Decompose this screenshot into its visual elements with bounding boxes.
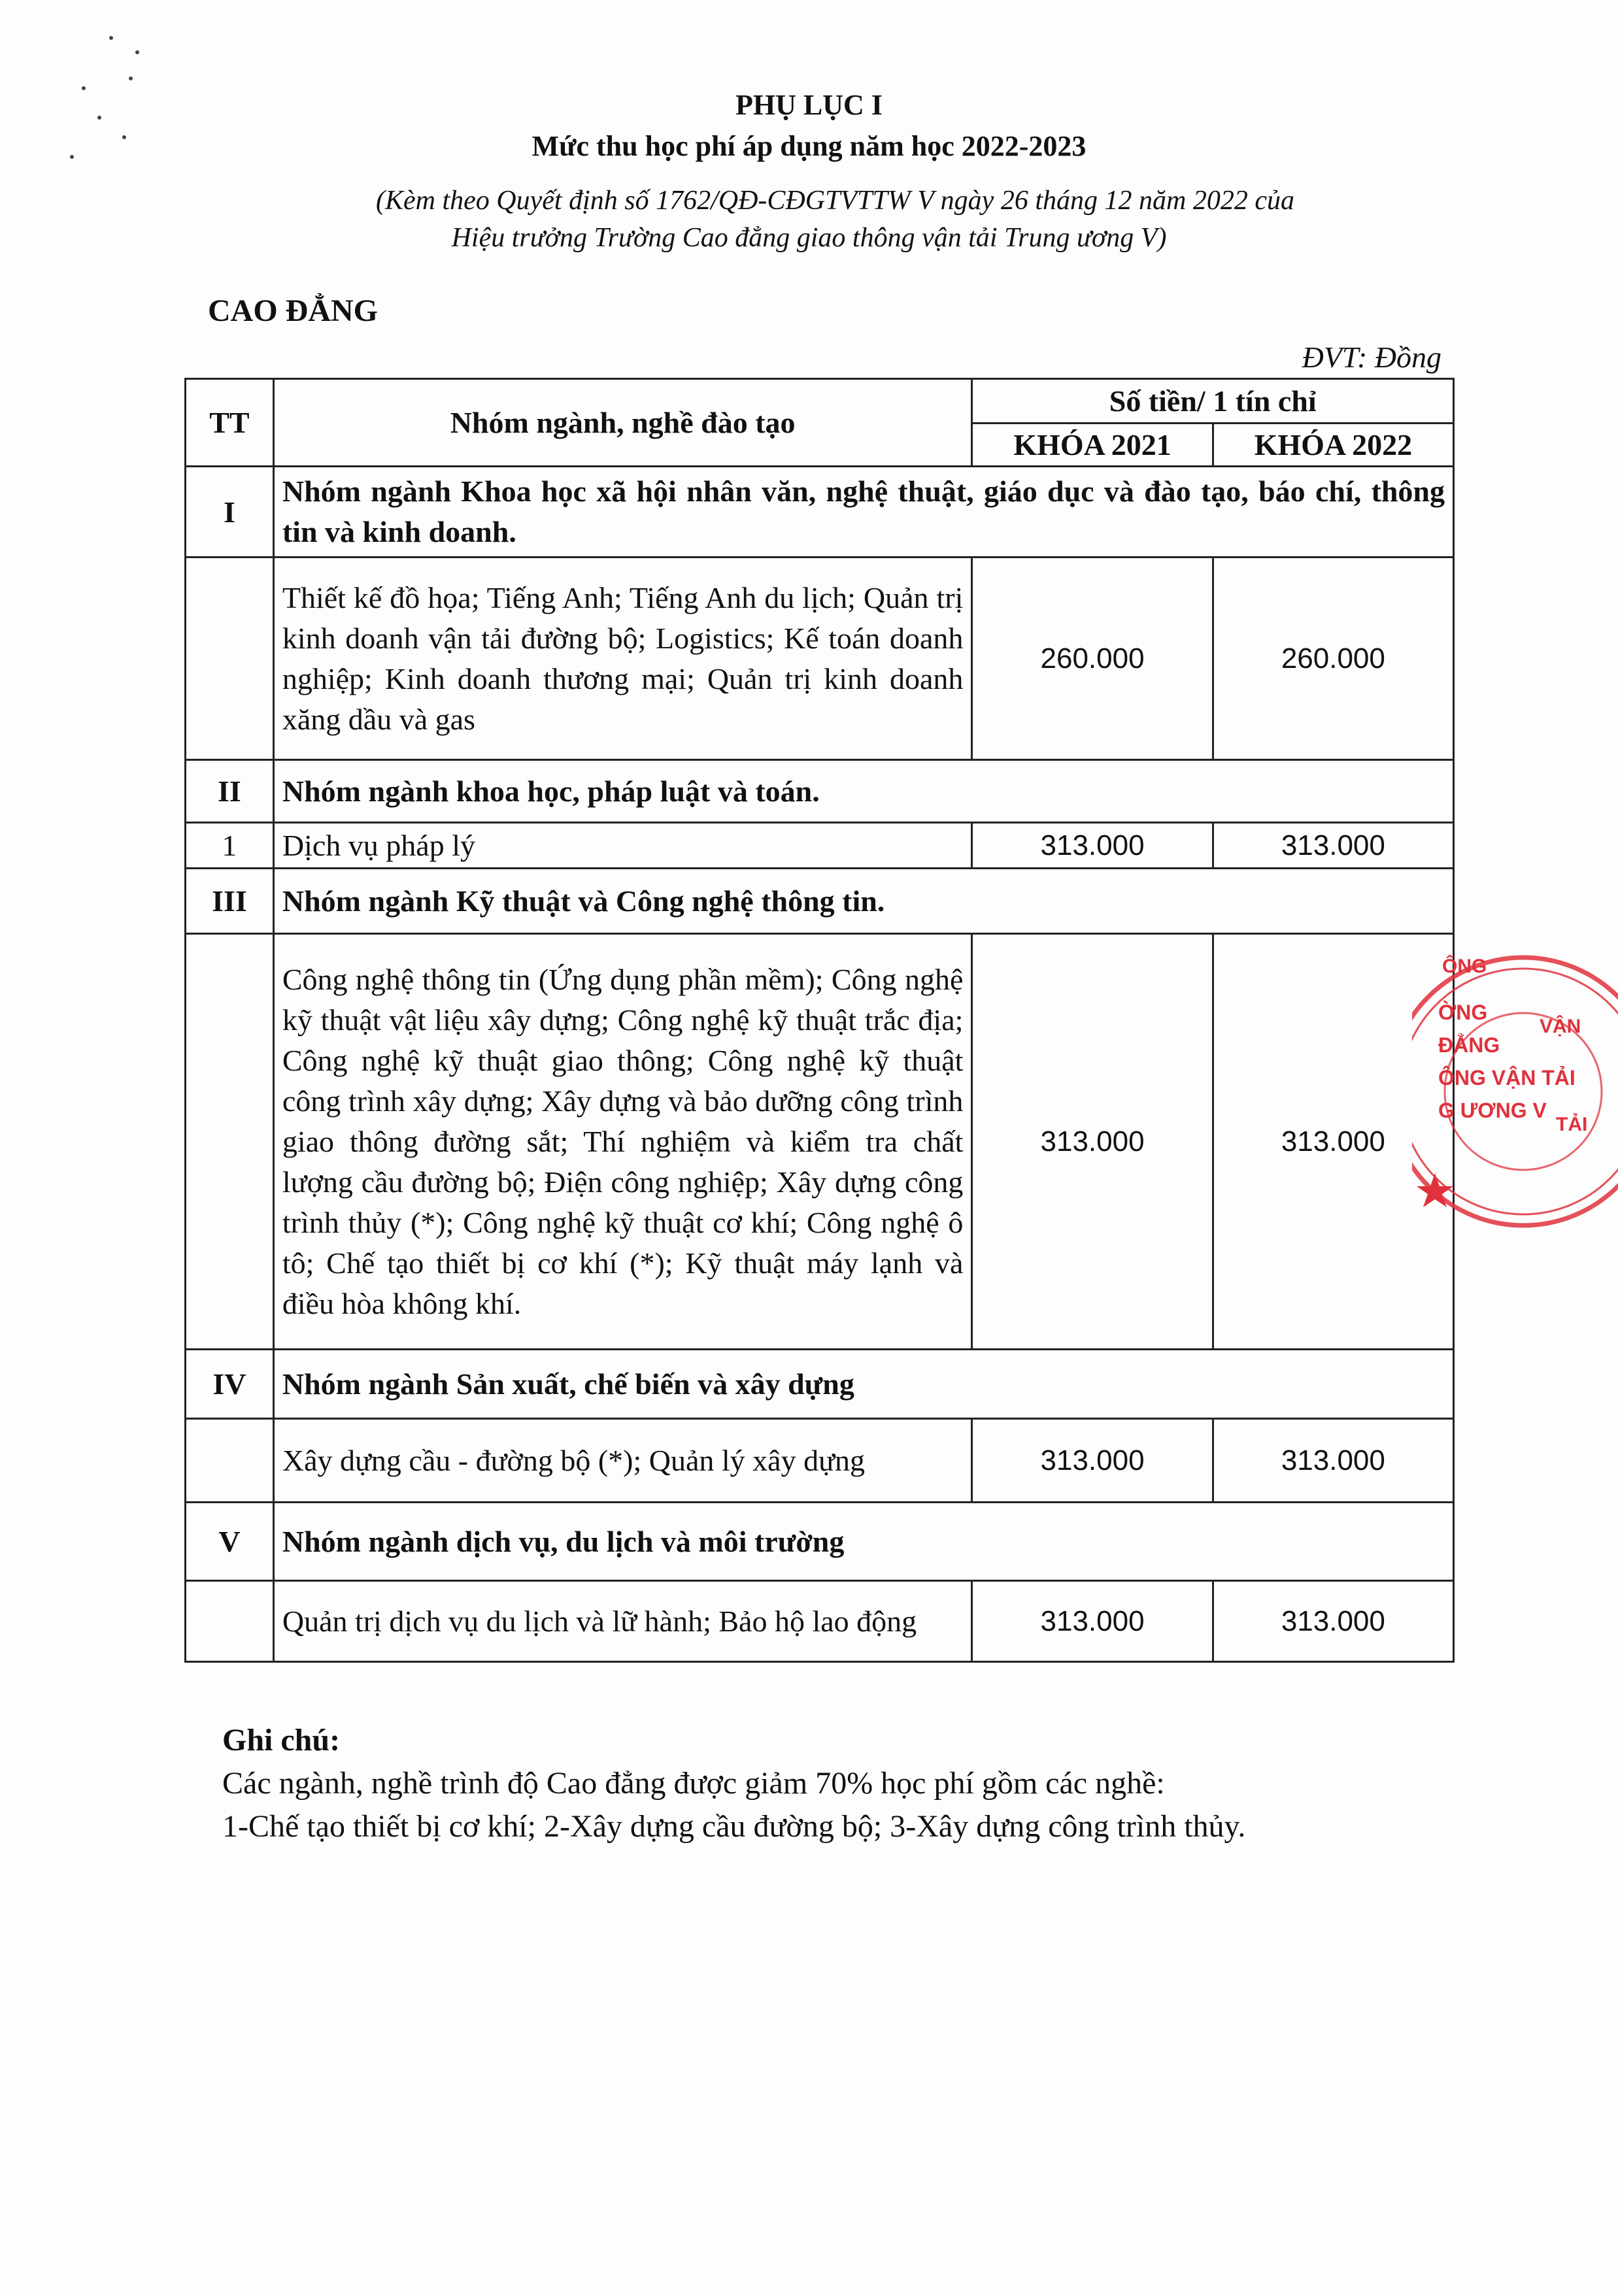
section-label: CAO ĐẲNG: [208, 293, 378, 328]
fee-2021: 313.000: [972, 1581, 1213, 1662]
stamp-line4: G ƯƠNG V: [1438, 1099, 1547, 1122]
notes-line2: 1-Chế tạo thiết bị cơ khí; 2-Xây dựng cầu đường bộ; 3-Xây dựng công trình thủy.: [222, 1809, 1246, 1844]
table-row: [186, 934, 1454, 1350]
header-major-group: Nhóm ngành, nghề đào tạo: [273, 379, 972, 467]
header-row: [186, 379, 1454, 424]
stamp-rim-top: ÔNG: [1442, 956, 1487, 977]
decision-reference-line2: Hiệu trưởng Trường Cao đẳng giao thông vận tải Trung ương V): [451, 223, 1167, 253]
major-list: Xây dựng cầu - đường bộ (*); Quản lý xây dựng: [273, 1419, 972, 1503]
stamp-rim-right1: VẬN: [1540, 1016, 1581, 1037]
group-number: I: [186, 467, 274, 557]
fee-2022: 260.000: [1213, 557, 1453, 760]
fee-2021: 313.000: [972, 934, 1213, 1350]
fee-2021: 313.000: [972, 823, 1213, 869]
notes-section: [222, 1719, 1245, 1848]
appendix-title: PHỤ LỤC I: [735, 89, 883, 121]
group-number: III: [186, 869, 274, 934]
row-number: [186, 1419, 274, 1503]
table-row: [186, 1419, 1454, 1503]
major-list: Công nghệ thông tin (Ứng dụng phần mềm); Công nghệ kỹ thuật vật liệu xây dựng; Công nghệ kỹ thuật trắc địa; Công nghệ kỹ thuật giao thông; Công nghệ kỹ thuật công trình xây dựng; Xây dựng và bảo dưỡng công trình giao thông đường sắt; Thí nghiệm và kiểm tra chất lượng cầu đường bộ; Điện công nghiệp; Xây dựng công trình thủy (*); Công nghệ kỹ thuật cơ khí; Công nghệ ô tô; Chế tạo thiết bị cơ khí (*); Kỹ thuật máy lạnh và điều hòa không khí.: [273, 934, 972, 1350]
table-row: [186, 823, 1454, 869]
notes-line1: Các ngành, nghề trình độ Cao đẳng được giảm 70% học phí gồm các nghề:: [222, 1766, 1165, 1801]
group-number: V: [186, 1503, 274, 1581]
group-row: [186, 869, 1454, 934]
appendix-subtitle: Mức thu học phí áp dụng năm học 2022-2023: [531, 130, 1087, 162]
fee-2022: 313.000: [1213, 823, 1453, 869]
notes-title: Ghi chú:: [222, 1723, 341, 1757]
major-list: Dịch vụ pháp lý: [273, 823, 972, 869]
row-number: [186, 934, 274, 1350]
currency-unit: ĐVT: Đồng: [1302, 341, 1441, 374]
header-course-2021: KHÓA 2021: [972, 424, 1213, 467]
group-row: [186, 1350, 1454, 1419]
fee-2021: 313.000: [972, 1419, 1213, 1503]
group-name: Nhóm ngành Khoa học xã hội nhân văn, nghệ thuật, giáo dục và đào tạo, báo chí, thông tin và kinh doanh.: [273, 467, 1453, 557]
fee-2022: 313.000: [1213, 934, 1453, 1350]
group-number: II: [186, 760, 274, 823]
row-number: [186, 557, 274, 760]
header-course-2022: KHÓA 2022: [1213, 424, 1453, 467]
group-row: [186, 760, 1454, 823]
group-number: IV: [186, 1350, 274, 1419]
fee-2022: 313.000: [1213, 1419, 1453, 1503]
table-row: [186, 1581, 1454, 1662]
stamp-line1: ỜNG: [1438, 1001, 1488, 1024]
header-tt: TT: [186, 379, 274, 467]
decision-reference-line1: (Kèm theo Quyết định số 1762/QĐ-CĐGTVTTW V ngày 26 tháng 12 năm 2022 của: [376, 186, 1294, 216]
group-name: Nhóm ngành Kỹ thuật và Công nghệ thông tin.: [273, 869, 1453, 934]
group-name: Nhóm ngành Sản xuất, chế biến và xây dựng: [273, 1350, 1453, 1419]
fee-2022: 313.000: [1213, 1581, 1453, 1662]
fee-2021: 260.000: [972, 557, 1213, 760]
table-row: [186, 557, 1454, 760]
group-name: Nhóm ngành khoa học, pháp luật và toán.: [273, 760, 1453, 823]
group-name: Nhóm ngành dịch vụ, du lịch và môi trường: [273, 1503, 1453, 1581]
tuition-fee-table: [184, 378, 1455, 1663]
group-row: [186, 1503, 1454, 1581]
row-number: 1: [186, 823, 274, 869]
stamp-rim-right2: TẢI: [1556, 1114, 1588, 1135]
major-list: Quản trị dịch vụ du lịch và lữ hành; Bảo hộ lao động: [273, 1581, 972, 1662]
header-fee-per-credit: Số tiền/ 1 tín chỉ: [972, 379, 1454, 424]
major-list: Thiết kế đồ họa; Tiếng Anh; Tiếng Anh du lịch; Quản trị kinh doanh vận tải đường bộ; Logistics; Kế toán doanh nghiệp; Kinh doanh thương mại; Quản trị kinh doanh xăng dầu và gas: [273, 557, 972, 760]
official-red-stamp: [1412, 935, 1618, 1248]
stamp-line3: ÔNG VẬN TẢI: [1438, 1066, 1576, 1090]
group-row: [186, 467, 1454, 557]
row-number: [186, 1581, 274, 1662]
stamp-line2: ĐẲNG: [1438, 1033, 1500, 1057]
